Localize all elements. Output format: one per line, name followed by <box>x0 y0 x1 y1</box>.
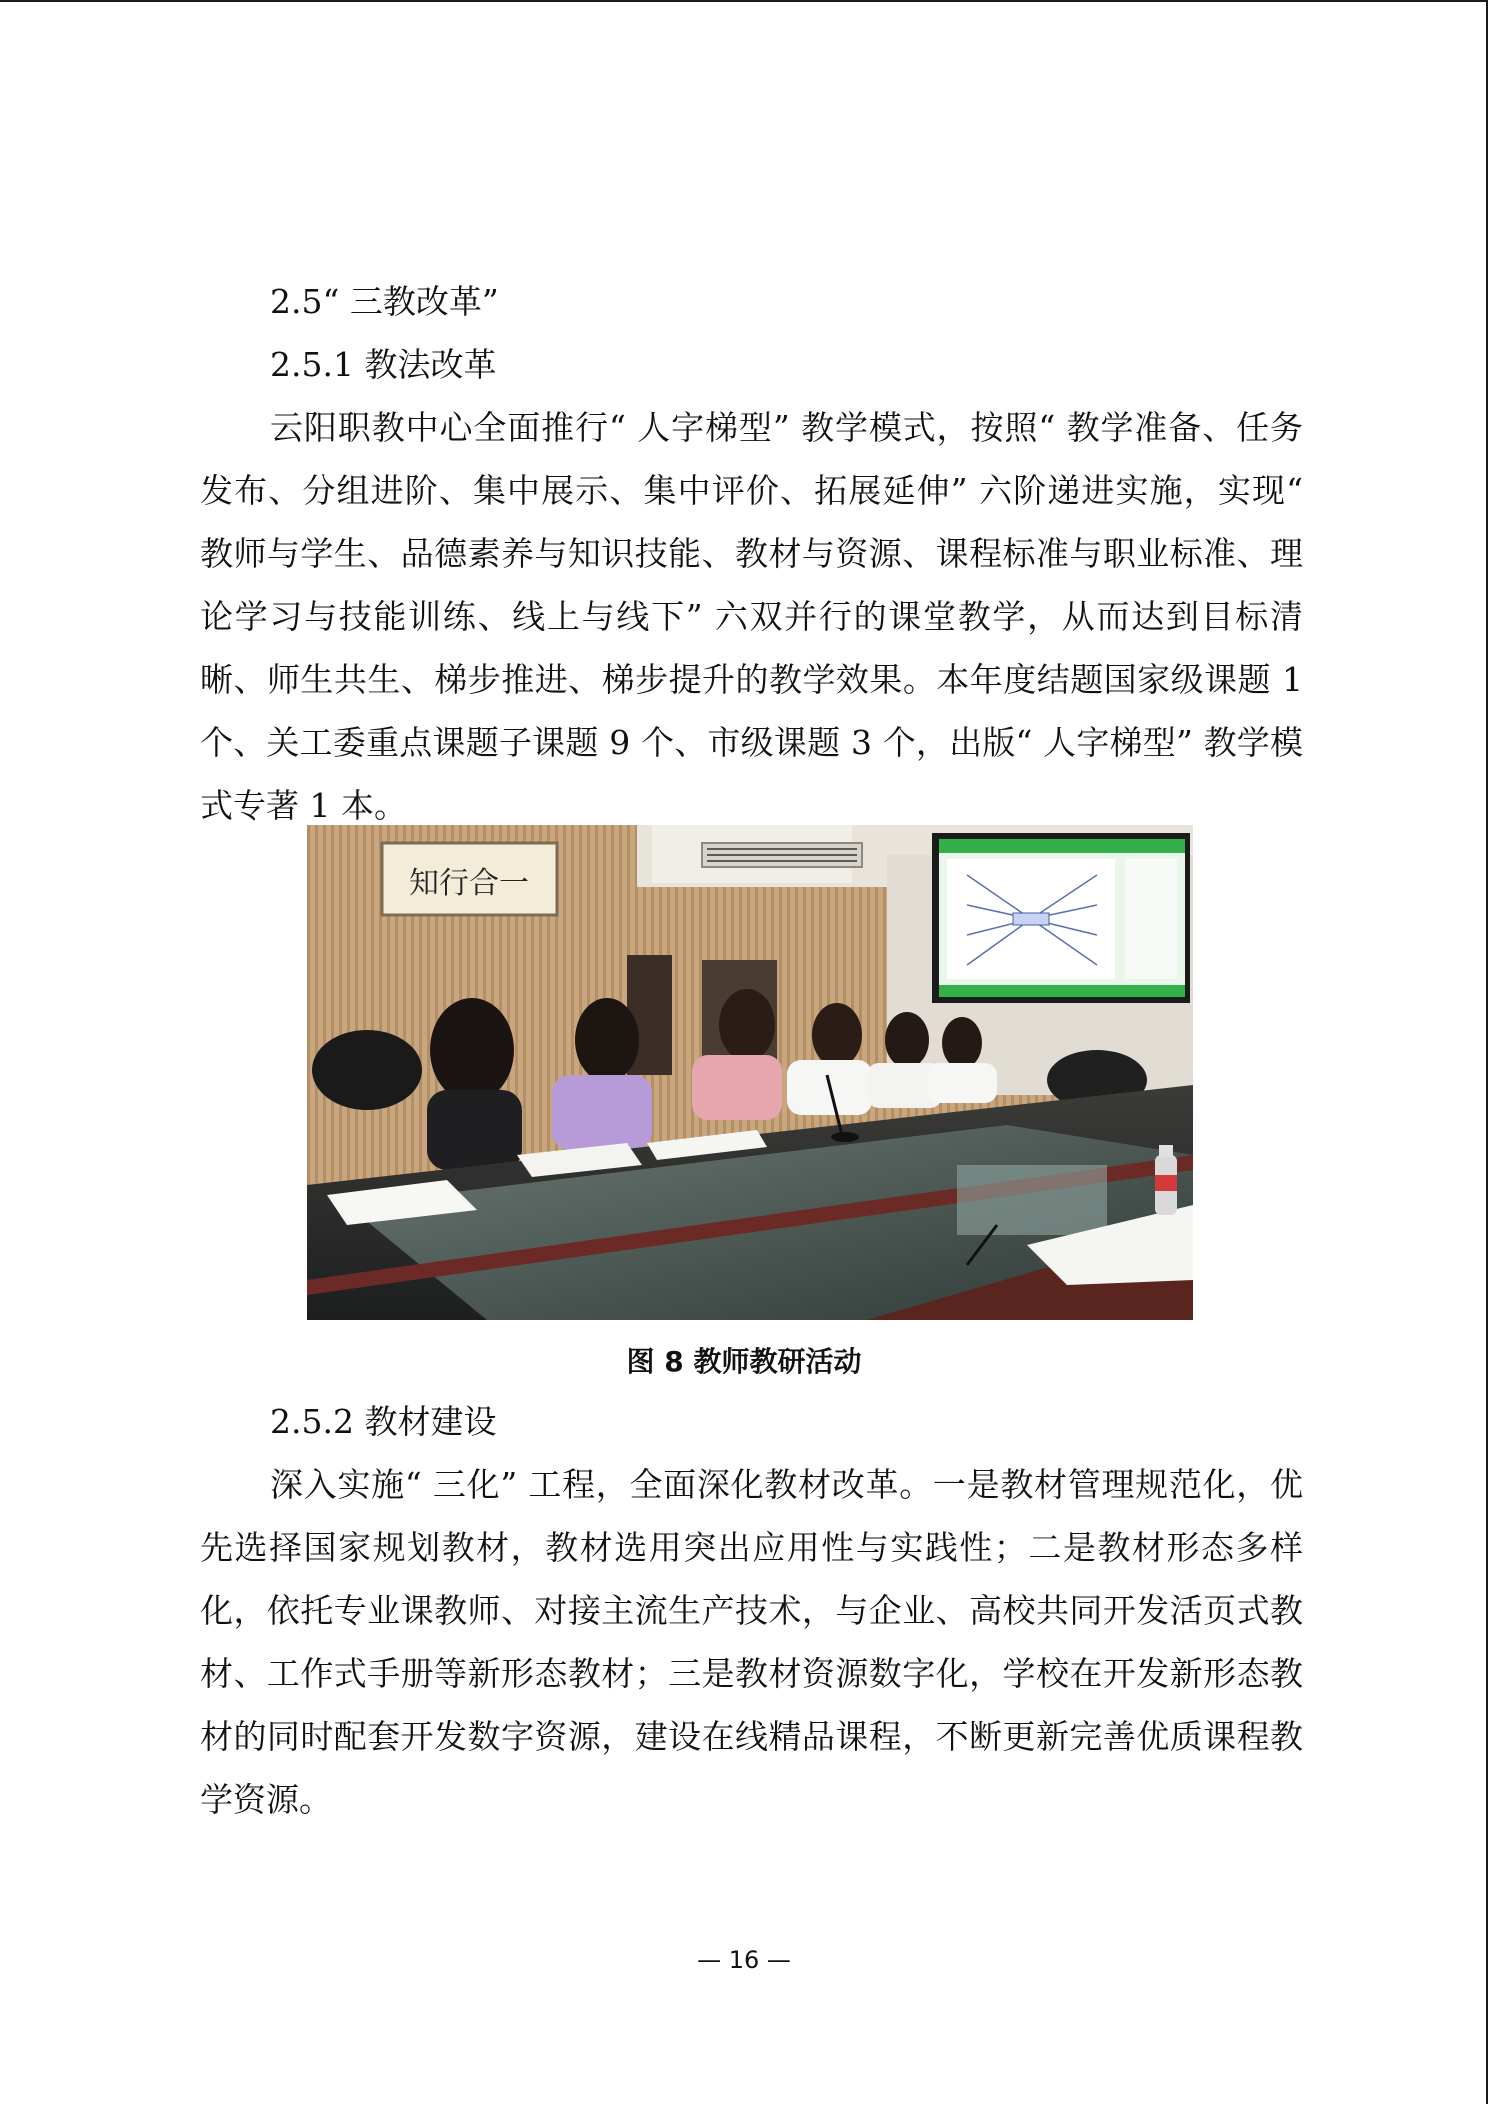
paragraph-teaching-reform: 云阳职教中心全面推行“ 人字梯型” 教学模式，按照“ 教学准备、任务发布、分组进阶、集中展示、集中评价、拓展延伸” 六阶递进实施，实现“ 教师与学生、品德素养与知识技能、教材与资源、课程标准与职业标准、理论学习与技能训练、线上与线下” 六双并行的课堂教学，从而达到目标清晰、师生共生、梯步推进、梯步提升的教学效果。本年度结题国家级课题 1 个、关工委重点课题子课题 9 个、市级课题 3 个，出版“ 人字梯型” 教学模式专著 1 本。 <box>200 408 1303 825</box>
subsection-heading-teaching-reform: 2.5.1 教法改革 <box>270 345 497 384</box>
calligraphy-text: 知行合一 <box>409 866 529 901</box>
document-body-top <box>200 270 1303 837</box>
figure-caption: 图 8 教师教研活动 <box>626 1345 862 1378</box>
section-heading: 2.5“ 三教改革” <box>270 282 499 321</box>
paragraph-textbook: 深入实施“ 三化” 工程，全面深化教材改革。一是教材管理规范化，优先选择国家规划教材，教材选用突出应用性与实践性；二是教材形态多样化，依托专业课教师、对接主流生产技术，与企业、高校共同开发活页式教材、工作式手册等新形态教材；三是教材资源数字化，学校在开发新形态教材的同时配套开发数字资源，建设在线精品课程，不断更新完善优质课程教学资源。 <box>200 1465 1303 1819</box>
document-body-bottom <box>200 1390 1303 1831</box>
figure-photo-teacher-research <box>307 825 1193 1320</box>
subsection-heading-textbook: 2.5.2 教材建设 <box>270 1402 497 1441</box>
teacher-research-photo <box>307 825 1193 1320</box>
page-border-top <box>0 0 1488 2</box>
page-number: — 16 — <box>697 1946 791 1974</box>
